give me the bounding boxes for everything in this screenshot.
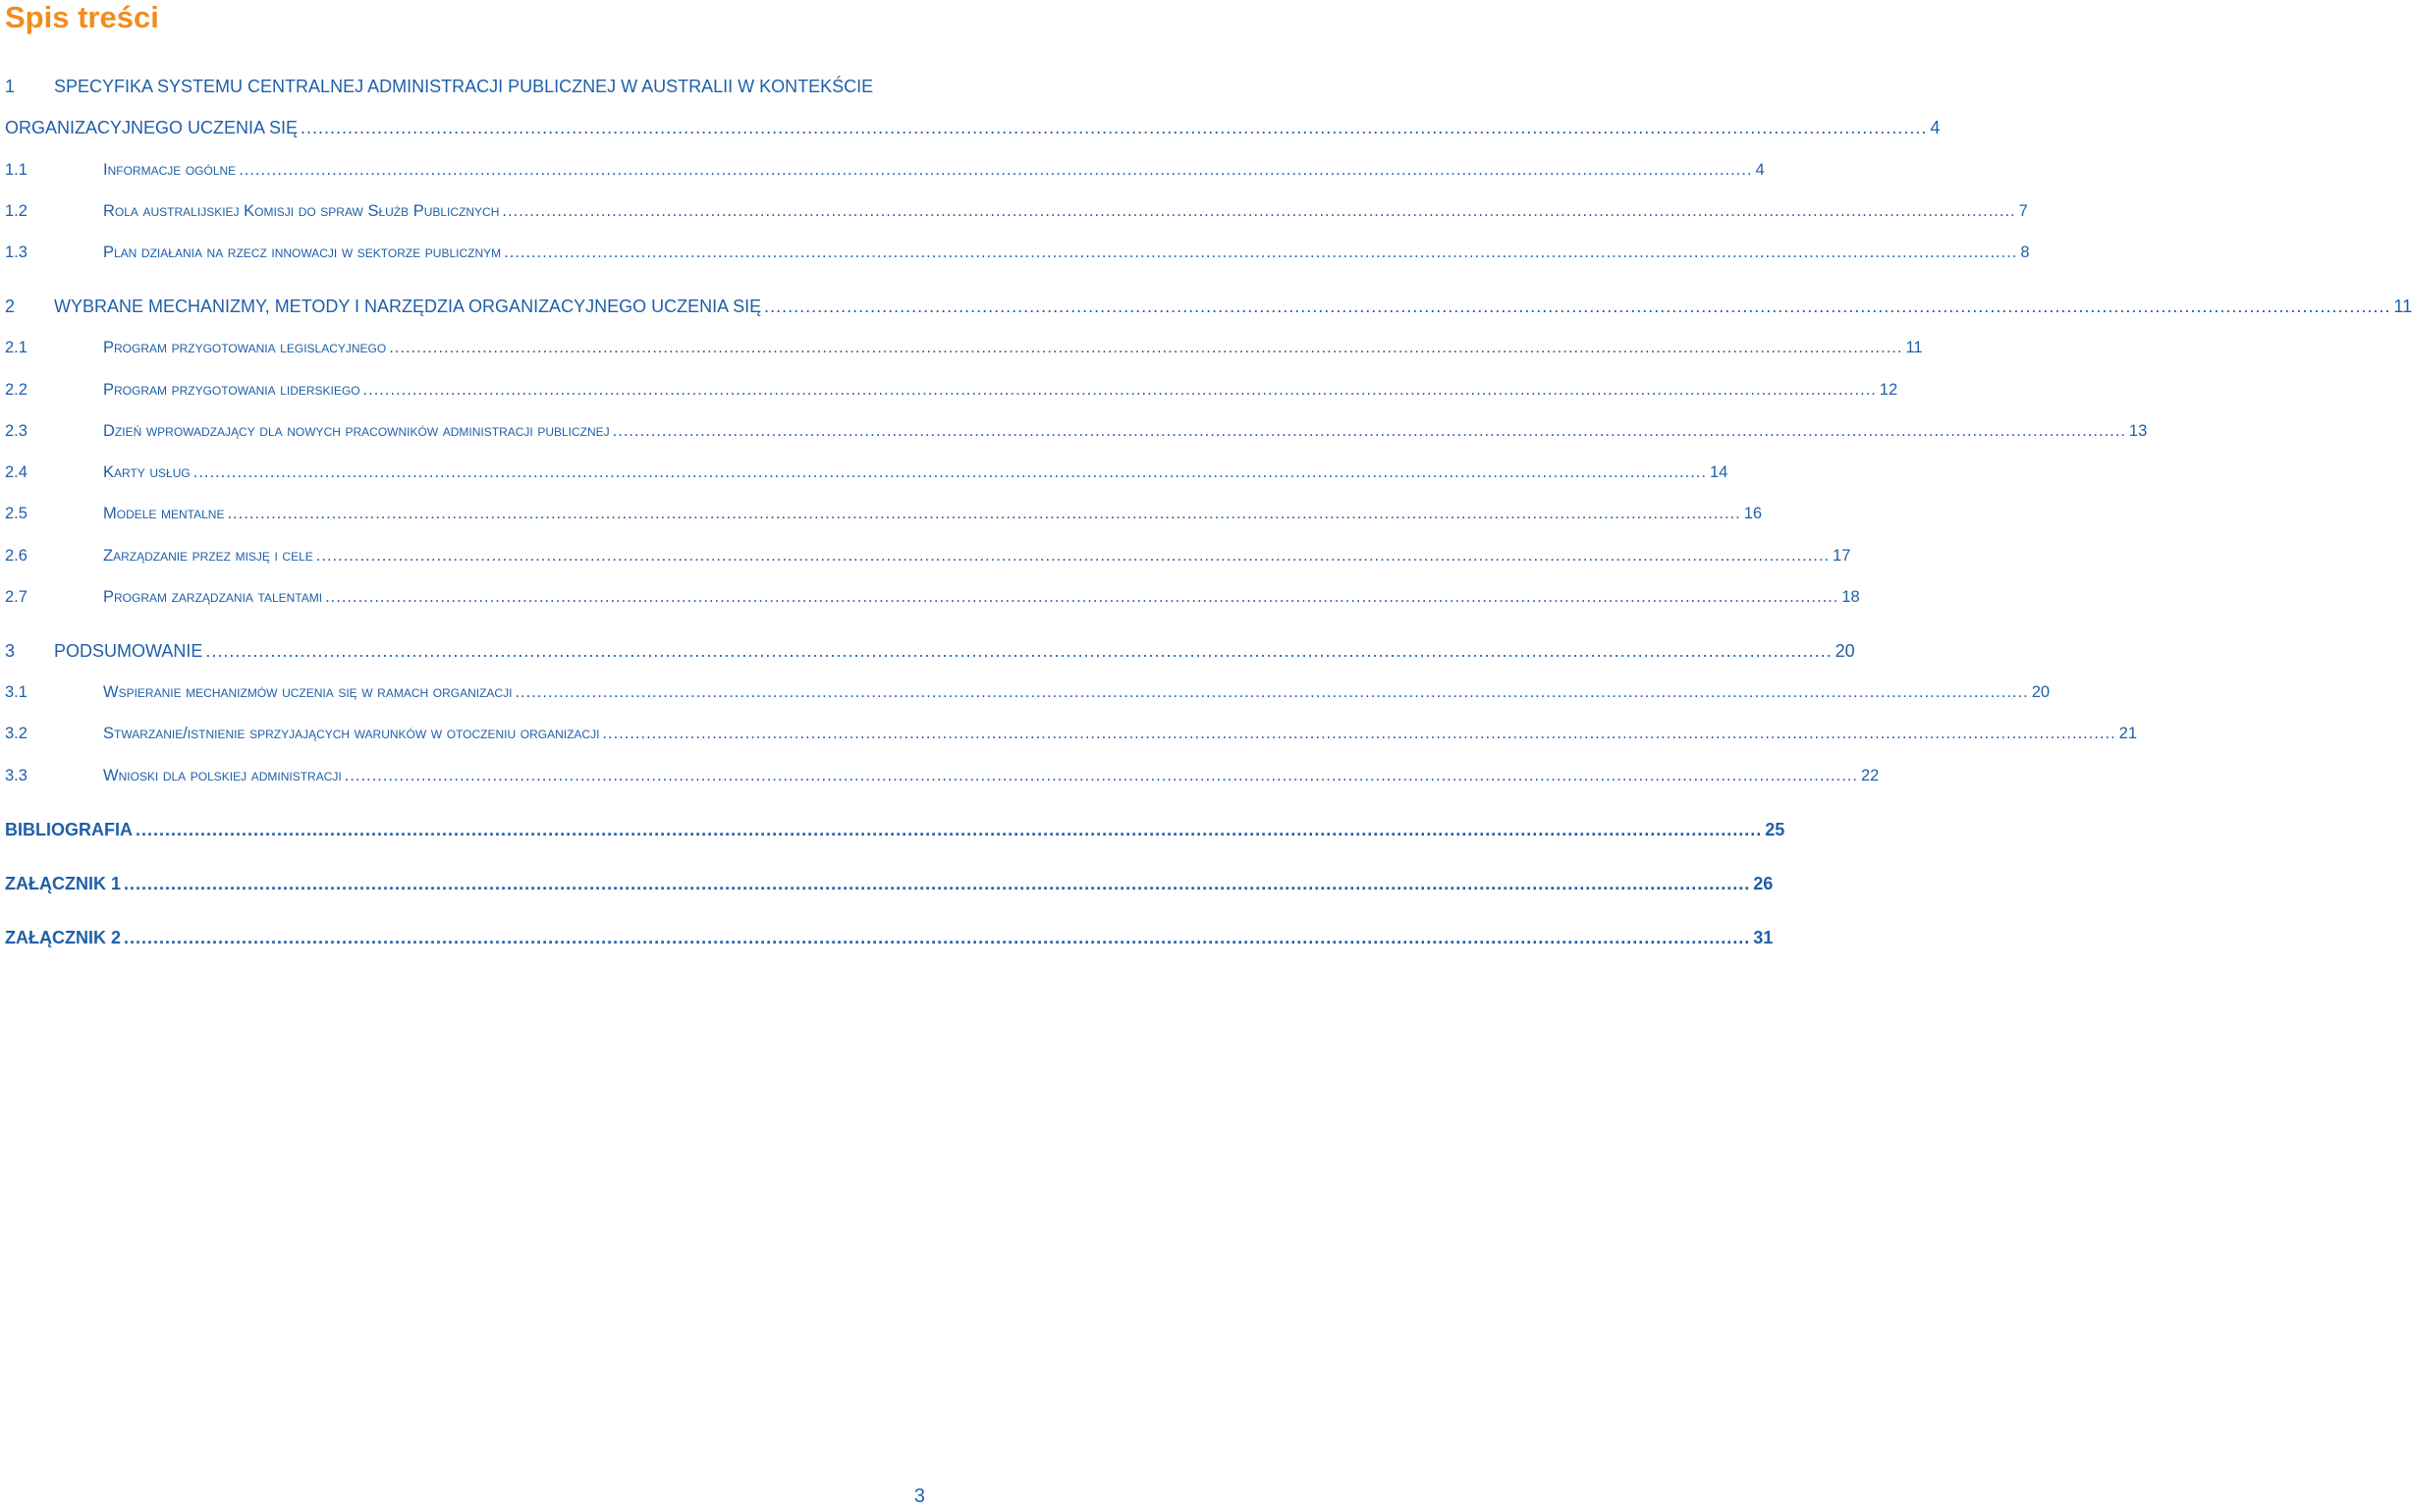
toc-page-number: 4 — [1755, 161, 1765, 179]
toc-leader-dots — [124, 928, 1750, 948]
toc-entry-2[interactable] — [5, 297, 2412, 317]
toc-entry-text: ZAŁĄCZNIK 1 — [5, 874, 121, 893]
toc-entry-number: 1.3 — [5, 243, 27, 261]
toc-page-number: 17 — [1833, 547, 1851, 565]
toc-entry-text: SPECYFIKA SYSTEMU CENTRALNEJ ADMINISTRACJI PUBLICZNEJ W AUSTRALII W KONTEKŚCIE — [54, 77, 874, 96]
toc-page-number: 7 — [2018, 202, 2028, 220]
toc-leader-dots — [227, 505, 1740, 523]
toc-page-number: 11 — [1905, 339, 1923, 356]
toc-entry-text: Program przygotowania liderskiego — [103, 381, 360, 399]
toc-page-number: 20 — [2031, 683, 2051, 701]
toc-entry-text: Wnioski dla polskiej administracji — [103, 767, 342, 784]
toc-entry-text: Karty usług — [103, 463, 191, 481]
toc-entry-1[interactable] — [5, 77, 873, 97]
toc-entry-zalacznik-1[interactable] — [5, 874, 1774, 894]
toc-leader-dots — [325, 588, 1838, 607]
toc-entry-number: 2.2 — [5, 381, 27, 399]
toc-entry-2-6[interactable] — [5, 547, 1851, 566]
toc-page-number: 4 — [1930, 118, 1941, 137]
toc-entry-3[interactable] — [5, 641, 1855, 662]
toc-entry-text: Informacje ogólne — [103, 161, 237, 179]
toc-leader-dots — [136, 820, 1762, 840]
footer-page-number: 3 — [913, 1485, 925, 1507]
toc-page-number: 12 — [1879, 381, 1898, 399]
toc-entry-text: Rola australijskiej Komisji do spraw Służb Publicznych — [103, 202, 500, 220]
toc-page-number: 26 — [1753, 874, 1774, 893]
toc-page-number: 18 — [1841, 588, 1860, 606]
toc-page-number: 31 — [1753, 928, 1774, 947]
toc-leader-dots — [613, 422, 2126, 441]
toc-entry-text: Program zarządzania talentami — [103, 588, 323, 606]
toc-entry-text: Dzień wprowadzający dla nowych pracowników administracji publicznej — [103, 422, 610, 440]
toc-page-number: 21 — [2118, 725, 2138, 742]
toc-leader-dots — [389, 339, 1902, 357]
toc-entry-number: 1.2 — [5, 202, 27, 220]
toc-entry-number: 3 — [5, 641, 16, 661]
toc-entry-number: 1.1 — [5, 161, 27, 179]
toc-entry-number: 2.4 — [5, 463, 27, 481]
toc-entry-text: Stwarzanie/istnienie sprzyjających warunków w otoczeniu organizacji — [103, 725, 600, 742]
toc-leader-dots — [205, 641, 1832, 662]
toc-leader-dots — [193, 463, 1707, 482]
toc-entry-2-1[interactable] — [5, 339, 1923, 357]
toc-entry-text: Zarządzanie przez misję i cele — [103, 547, 313, 565]
toc-entry-text: ORGANIZACYJNEGO UCZENIA SIĘ — [5, 118, 299, 137]
toc-entry-1-1[interactable] — [5, 161, 1765, 180]
toc-leader-dots — [363, 381, 1877, 400]
toc-entry-text: WYBRANE MECHANIZMY, METODY I NARZĘDZIA ORGANIZACYJNEGO UCZENIA SIĘ — [54, 297, 762, 316]
toc-entry-3-2[interactable] — [5, 725, 2138, 743]
toc-entry-text: Wspieranie mechanizmów uczenia się w ramach organizacji — [103, 683, 513, 701]
page-title: Spis treści — [5, 0, 159, 34]
toc-page-number: 11 — [2393, 297, 2412, 316]
toc-entry-text: Program przygotowania legislacyjnego — [103, 339, 387, 356]
toc-leader-dots — [764, 297, 2390, 317]
toc-leader-dots — [124, 874, 1750, 894]
toc-entry-2-4[interactable] — [5, 463, 1728, 482]
toc-entry-bibliografia[interactable] — [5, 820, 1785, 840]
toc-entry-number: 2.3 — [5, 422, 27, 440]
toc-page-number: 22 — [1860, 767, 1880, 784]
toc-entry-text: ZAŁĄCZNIK 2 — [5, 928, 121, 947]
toc-entry-text: Modele mentalne — [103, 505, 225, 522]
toc-leader-dots — [602, 725, 2115, 743]
toc-entry-number: 2.1 — [5, 339, 27, 356]
toc-entry-2-3[interactable] — [5, 422, 2148, 441]
toc-entry-3-1[interactable] — [5, 683, 2051, 702]
toc-leader-dots — [502, 202, 2015, 221]
toc-entry-number: 3.3 — [5, 767, 27, 784]
toc-entry-zalacznik-2[interactable] — [5, 928, 1774, 948]
toc-leader-dots — [301, 118, 1927, 138]
toc-entry-number: 2 — [5, 297, 16, 316]
toc-entry-2-5[interactable] — [5, 505, 1763, 523]
toc-entry-number: 2.6 — [5, 547, 27, 565]
toc-page-number: 16 — [1743, 505, 1763, 522]
toc-entry-1-continued[interactable] — [5, 118, 1941, 138]
toc-page-number: 13 — [2128, 422, 2148, 440]
toc-page-number: 20 — [1835, 641, 1855, 661]
toc-entry-text: PODSUMOWANIE — [54, 641, 203, 661]
toc-entry-2-2[interactable] — [5, 381, 1898, 400]
toc-entry-3-3[interactable] — [5, 767, 1880, 785]
toc-entry-text: Plan działania na rzecz innowacji w sektorze publicznym — [103, 243, 502, 261]
toc-entry-number: 2.5 — [5, 505, 27, 522]
toc-leader-dots — [239, 161, 1752, 180]
toc-leader-dots — [515, 683, 2028, 702]
toc-entry-1-3[interactable] — [5, 243, 2030, 262]
toc-page-number: 14 — [1709, 463, 1728, 481]
toc-entry-number: 1 — [5, 77, 16, 96]
toc-leader-dots — [504, 243, 2017, 262]
toc-entry-2-7[interactable] — [5, 588, 1860, 607]
toc-page-number: 25 — [1765, 820, 1785, 839]
toc-entry-number: 3.1 — [5, 683, 27, 701]
toc-entry-number: 2.7 — [5, 588, 27, 606]
toc-entry-text: BIBLIOGRAFIA — [5, 820, 133, 839]
toc-leader-dots — [316, 547, 1830, 566]
toc-entry-1-2[interactable] — [5, 202, 2028, 221]
toc-page-number: 8 — [2020, 243, 2030, 261]
toc-entry-number: 3.2 — [5, 725, 27, 742]
toc-leader-dots — [345, 767, 1858, 785]
